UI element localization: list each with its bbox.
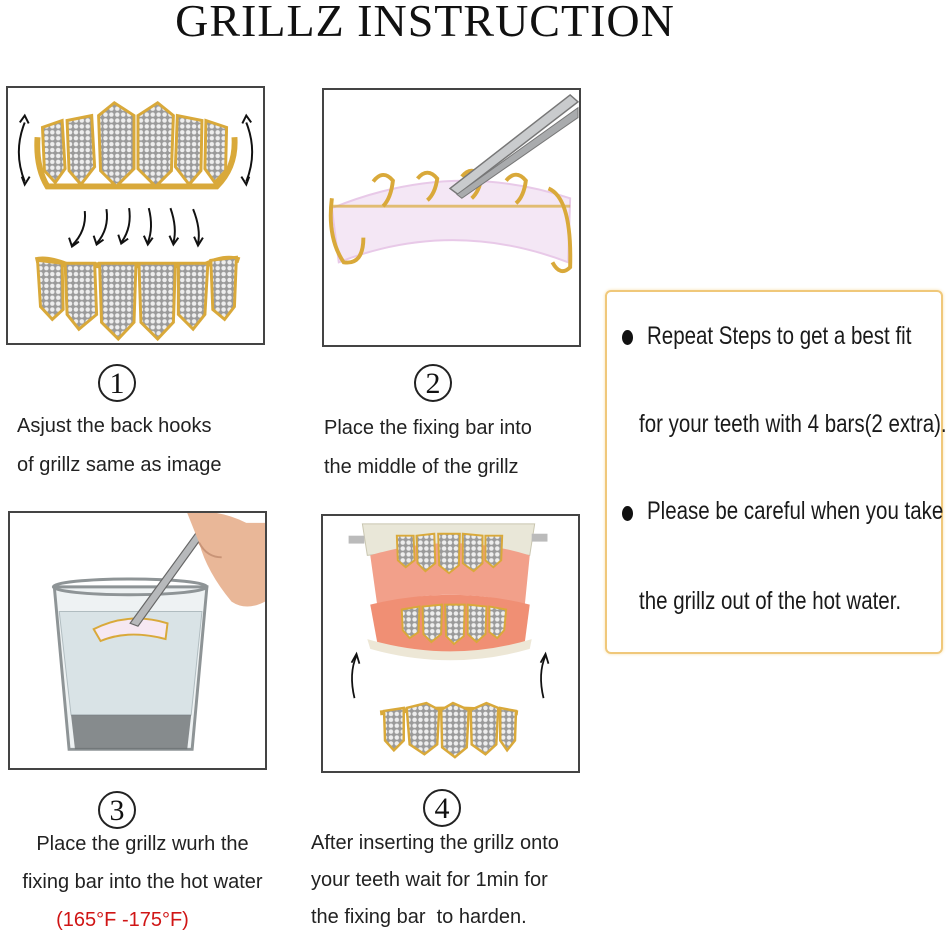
grillz-hooks-illustration bbox=[8, 88, 263, 343]
page-title: GRILLZ INSTRUCTION bbox=[175, 0, 675, 46]
step-4-image bbox=[321, 514, 580, 773]
tip-1-line-1: Repeat Steps to get a best fit bbox=[647, 322, 912, 350]
hot-water-glass-illustration bbox=[10, 513, 265, 768]
step-2-image bbox=[322, 88, 581, 347]
tips-box bbox=[605, 290, 947, 654]
fixing-bar-illustration bbox=[324, 90, 579, 345]
step-2-number: 2 bbox=[414, 364, 452, 402]
temperature-range: (165°F -175°F) bbox=[56, 909, 189, 931]
step-4-number: 4 bbox=[423, 789, 461, 827]
tip-2-line-2: the grillz out of the hot water. bbox=[639, 587, 902, 615]
step-3-image bbox=[8, 511, 267, 770]
bullet-icon bbox=[622, 330, 633, 345]
step-1-number: 1 bbox=[98, 364, 136, 402]
step-4-caption: After inserting the grillz onto your teeth wait for 1min for the fixing bar to harden. bbox=[311, 832, 559, 928]
tip-2-line-1: Please be careful when you take bbox=[647, 497, 944, 525]
step-3-number: 3 bbox=[98, 791, 136, 829]
bullet-icon bbox=[622, 506, 633, 521]
teeth-model-illustration bbox=[323, 516, 578, 771]
step-1-image bbox=[6, 86, 265, 345]
step-1-caption: Asjust the back hooks of grillz same as image bbox=[17, 415, 222, 476]
step-3-caption: Place the grillz wurh the fixing bar into the hot water (165°F -175°F) bbox=[0, 825, 285, 939]
step-2-caption: Place the fixing bar into the middle of the grillz bbox=[324, 417, 532, 478]
tip-1-line-2: for your teeth with 4 bars(2 extra). bbox=[639, 410, 947, 438]
